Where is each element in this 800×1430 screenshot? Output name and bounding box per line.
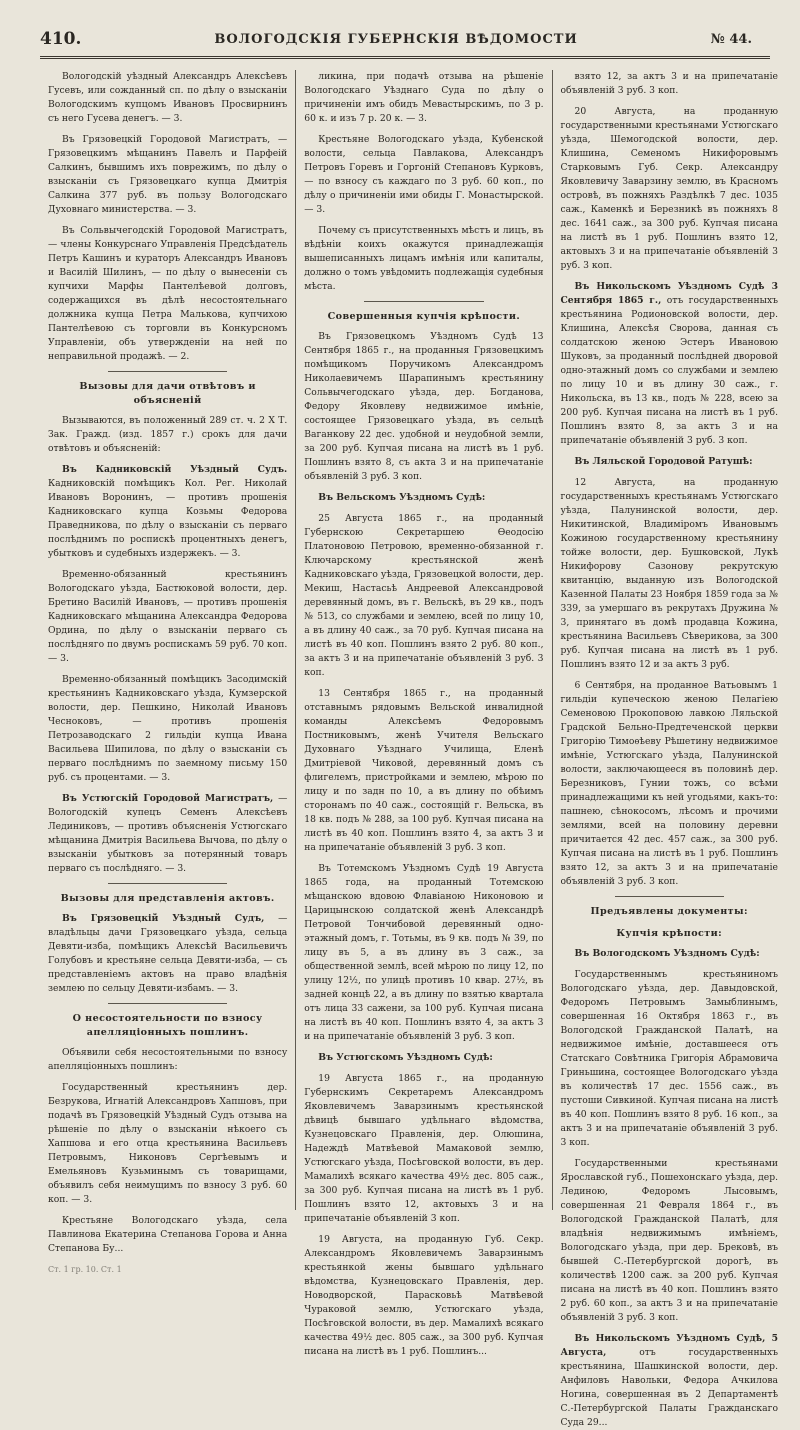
entry-text: 19 Августа 1865 г., на проданную Губернскимъ Секретаремъ Александромъ Яковлевичемъ Заварзинымъ крестьянской дѣвицѣ бывшаго удѣльнаго вѣдомства, Кузнецовскаго Правленія, дер. Олюшина, Надеждѣ Матвѣевой Мамаковой землю, Устюгскаго уѣзда, Посѣговской волости, въ дер. Мамалихѣ всякаго качества 49½ дес. 805 саж., за 300 руб. Купчая писана на листѣ въ 1 руб. Пошлинъ взято 12, актовыхъ 3 и на припечатаніе объявленій 3 коп. [304, 1073, 544, 1224]
section-intro: Вызываются, въ положенный 289 ст. ч. 2 Х Т. Зак. Гражд. (изд. 1857 г.) срокъ для дачи отвѣтовъ и объясненій: [48, 415, 288, 454]
entry-text: Кадниковскій помѣщикъ Кол. Рег. Николай Ивановъ Воронинъ, — противъ прошенія Кадниковскаго купца Козьмы Федорова Праведникова, по дѣлу о взысканіи съ перваго послѣднимъ по роспискѣ процентныхъ денегъ, убытковъ и судебныхъ издержекъ. — 3. [48, 478, 288, 559]
notice-entry [561, 947, 779, 961]
entry-lead: Въ Вологодскомъ Уѣздномъ Судѣ: [574, 948, 760, 959]
section-divider [615, 896, 724, 897]
notice-entry [304, 330, 543, 484]
paragraph: Вологодскій уѣздный Александръ Алексѣевъ Гусевъ, или сожданный сп. по дѣлу о взысканіи Вологодскимъ купцомъ Ивановъ Просвирнинъ съ него Гусева денегъ. — 3. [48, 71, 288, 124]
page-header [40, 22, 770, 59]
section-heading: Предъявлены документы: [590, 906, 748, 917]
notice-entry [561, 105, 779, 273]
notice-entry [48, 673, 287, 785]
notice-entry [304, 687, 543, 855]
entry-text: Въ Грязовецкомъ Уѣздномъ Судѣ 13 Сентября 1865 г., на проданныя Грязовецкимъ помѣщикомъ Поручикомъ Александромъ Николаевичемъ Шарапинымъ крестьянину Сольвычегодскаго уѣзда, дер. Богданова, Федору Яковлеву недвижимое имѣніе, состоящее Грязовецкаго уѣзда, въ сельцѣ Ваганкову 22 дес. удобной и неудобной земли, за 200 руб. Купчая писана на листѣ въ 1 руб. Пошлинъ взято 8, съ акта 3 и на припечатаніе объявленій 3 руб. 3 коп. [304, 331, 544, 482]
section-divider [108, 883, 228, 884]
notice-entry [561, 679, 779, 889]
notice-entry [48, 1214, 287, 1256]
page-number: 410. [40, 29, 82, 49]
column-2 [295, 70, 551, 1357]
entry-lead: Въ Кадниковскій Уѣздный Судъ. [62, 464, 288, 475]
notice-entry [48, 792, 287, 876]
text-columns [48, 70, 779, 1428]
section-heading: Вызовы для представленія актовъ. [60, 893, 275, 904]
issue-number: № 44. [710, 31, 752, 47]
entry-text: — Вологодскій купецъ Семенъ Алексѣевъ Лединиковъ, — противъ объясненія Устюгскаго мѣщанина Дмитрія Васильева Вычова, по дѣлу о взысканіи убытковъ за потерянный товаръ перваго съ послѣдняго. — 3. [48, 793, 288, 874]
notice-entry [561, 476, 779, 672]
section-heading: О несостоятельности по взносу апелляціонныхъ пошлинъ. [72, 1013, 263, 1038]
entry-lead: Въ Устюгскій Городовой Магистратъ, [62, 793, 274, 804]
entry-text: Крестьяне Вологодскаго уѣзда, села Павлинова Екатерина Степанова Горова и Анна Степанова Бу... [48, 1215, 288, 1254]
paragraph: Почему съ присутственныхъ мѣстъ и лицъ, въ вѣдѣніи коихъ окажутся принадлежащія вышеписанныхъ лицамъ имѣнія или капиталы, должно о томъ увѣдомить подлежащія судебныя мѣста. [304, 225, 544, 292]
notice-entry [304, 1233, 543, 1359]
entry-text: 13 Сентября 1865 г., на проданный отставнымъ рядовымъ Вельской инвалидной команды Алексѣемъ Федоровымъ Постниковымъ, женѣ Учителя Вельскаго Духовнаго Уѣзднаго Училища, Еленѣ Дмитріевой Чиковой, деревянный домъ съ флигелемъ, пристройками и землею, мѣрою по лицу и по задн по 10, а въ длину по обѣимъ сторонамъ по 40 саж., состоящій г. Вельска, въ 18 кв. подъ № 288, за 100 руб. Купчая писана на листѣ въ 40 коп. Пошлинъ взято 4, за актъ 3 и на припечатаніе объявленій 3 руб. 3 коп. [304, 688, 544, 853]
entry-text: 25 Августа 1865 г., на проданный Губернскою Секретаршею Ѳеодосію Платоновою Петровою, временно-обязанной г. Ключарскому крестьянской женѣ Кадниковскаго уѣзда, Грязовецкой волости, дер. Мекиш, Настасьѣ Андреевой Александровой деревянный домъ, въ г. Вельскѣ, въ 29 кв., подъ № 513, со службами и землею, всей по лицу 10, а въ длину 40 саж., за 70 руб. Купчая писана на листѣ въ 40 коп. Пошлинъ взято 2 руб. 80 коп., за актъ 3 и на припечатаніе объявленій 3 руб. 3 коп. [304, 513, 544, 678]
paragraph: Въ Сольвычегодскій Городовой Магистратъ, — члены Конкурснаго Управленія Предсѣдатель Петръ Кашинъ и кураторъ Александръ Ивановъ и Василій Шилинъ, — по дѣлу о вынесеніи съ купчихи Марфы Пантелѣевой долговъ, содержащихся въ дѣлѣ несостоятельнаго должника купца Петра Малькова, купчихою Пантелѣевою съ торговли въ Конкурсномъ Управленіи, объ утвержденіи на ней по неправильной продажѣ. — 2. [48, 225, 288, 362]
notice-entry [561, 1157, 779, 1325]
notice-entry [304, 512, 543, 680]
entry-text: Временно-обязанный помѣщикъ Засодимскій крестьянинъ Кадниковскаго уѣзда, Кумзерской волости, дер. Пешкино, Николай Ивановъ Чесноковъ, — противъ прошенія Петрозаводскаго 2 гильдіи купца Ивана Васильева Шипилова, по дѣлу о взысканіи съ перваго послѣднимъ по заемному письму 150 руб. съ процентами. — 3. [48, 674, 288, 783]
notice-entry [48, 568, 287, 666]
entry-text: — владѣльцы дачи Грязовецкаго уѣзда, сельца Девяти-изба, помѣщикъ Алексѣй Васильевичъ Голубовъ и крестьяне сельца Девяти-изба, — съ представленіемъ актовъ на право владѣнія землею по сельцу Девяти-избамъ. — 3. [48, 913, 288, 994]
section-intro: Объявили себя несостоятельными по взносу апелляціонныхъ пошлинъ: [48, 1047, 288, 1072]
masthead-title: ВОЛОГОДСКІЯ ГУБЕРНСКІЯ ВѢДОМОСТИ [214, 31, 578, 47]
entry-text: 20 Августа, на проданную государственными крестьянами Устюгскаго уѣзда, Шемогодской волости, дер. Клишина, Семеномъ Никифоровымъ Старковымъ Губ. Секр. Александру Яковлевичу Заварзину землю, въ Красномъ островѣ, въ пожняхъ Раздѣлкѣ 7 дес. 1035 саж., Каменкѣ и Березникѣ въ пожняхъ 8 дес. 1641 саж., за 300 руб. Купчая писана на листѣ въ 1 руб. Пошлинъ взято 12, актовыхъ 3 и на припечатаніе объявленій 3 руб. 3 коп. [560, 106, 778, 271]
paragraph: Крестьяне Вологодскаго уѣзда, Кубенской волости, сельца Павлакова, Александръ Петровъ Горевъ и Горгоній Степановъ Курковъ, — по взносу съ каждаго по 3 руб. 60 коп., по дѣлу о причиненіи ими обиды Г. Монастырской. — 3. [304, 134, 544, 215]
entry-text: отъ государственныхъ крестьянина Родионовской волости, дер. Клишина, Алексѣя Сворова, данная съ солдатскою женою Эстеръ Ивановою Шуковъ, за проданный послѣдней дворовой одно-этажный домъ со службами и землею по лицу 10 и въ длину 30 саж., г. Никольска, въ 13 кв., подъ № 228, всею за 200 руб. Купчая писана на листѣ въ 1 руб. Пошлинъ взято 8, за актъ 3 и на припечатаніе объявленій 3 руб. 3 коп. [560, 295, 779, 446]
entry-text: 6 Сентября, на проданное Ватьовымъ 1 гильдіи купеческою женою Пелагіею Семеновою Прокоповою лавкою Ляльской Градской Бельно-Предтеченской церкви Григорію Тимоѳѣеву Рѣшетину недвижимое имѣніе, Устюгскаго уѣзда, Палунинской волости, заключающееся въ половинѣ дер. Березниковъ, Гунии тожъ, со всѣми принадлежащими къ ней угодьями, какъ-то: пашнею, сѣнокосомъ, лѣсомъ и прочими землями, всей на половину деревни причитается 42 дес. 457 саж., за 300 руб. Купчая писана на листѣ въ 1 руб. Пошлинъ взято 12, за актъ 3 и на припечатаніе объявленій 3 руб. 3 коп. [560, 680, 778, 887]
entry-text: Временно-обязанный крестьянинъ Вологодскаго уѣзда, Бастюковой волости, дер. Бретино Василій Ивановъ, — противъ прошенія Кадниковскаго мѣщанина Александра Федорова Ордина, по дѣлу о взысканіи перваго съ послѣдняго по двумъ роспискамъ 59 руб. 70 коп. — 3. [48, 569, 288, 664]
entry-text: взято 12, за актъ 3 и на припечатаніе объявленій 3 руб. 3 коп. [560, 71, 778, 96]
entry-lead: Въ Вельскомъ Уѣздномъ Судѣ: [318, 492, 486, 503]
entry-text: Государственными крестьянами Ярославской губ., Пошехонскаго уѣзда, дер. Лединою, Федоромъ Лысовымъ, совершенная 21 Февраля 1864 г., въ Вологодской Гражданской Палатѣ, для владѣнія недвижимымъ имѣніемъ, Вологодскаго уѣзда, при дер. Брековѣ, въ бывшей С.-Петербургской дорогѣ, въ количествѣ 1200 саж. за 200 руб. Купчая писана на листѣ въ 40 коп. Пошлинъ взято 2 руб. 60 коп., за актъ 3 и на припечатаніе объявленій 3 руб. 3 коп. [560, 1158, 778, 1323]
paragraph: ликина, при подачѣ отзыва на рѣшеніе Вологодскаго Уѣзднаго Суда по дѣлу о причиненіи имъ обидъ Мевастырскимъ, по 3 р. 60 к. и изъ 7 р. 20 к. — 3. [304, 71, 544, 124]
paragraph: Въ Грязовецкій Городовой Магистратъ, — Грязовецкимъ мѣщанинъ Павелъ и Парфеій Салкинъ, бывшимъ ихъ поврежимъ, по дѣлу о взысканіи съ Грязовецкаго купца Дмитрія Салкина 377 руб. въ пользу Вологодскаго Духовнаго министерства. — 3. [48, 134, 288, 215]
notice-entry [561, 70, 779, 98]
section-heading: Вызовы для дачи отвѣтовъ и объясненій [79, 381, 256, 406]
entry-text: Государственнымъ крестьяниномъ Вологодскаго уѣзда, дер. Давыдовской, Федоромъ Петровымъ Замыблинымъ, совершенная 16 Октября 1863 г., въ Вологодской Гражданской Палатѣ, на недвижимое имѣніе, доставшееся отъ Статскаго Совѣтника Григорія Абрамовича Гриньшина, состоящее Вологодскаго уѣзда въ количествѣ 17 дес. 1556 саж., въ пустоши Сивкиной. Купчая писана на листѣ въ 40 коп. Пошлинъ взято 8 руб. 16 коп., за актъ 3 и на припечатаніе объявленій 3 руб. 3 коп. [560, 969, 778, 1148]
entry-text: 19 Августа, на проданную Губ. Секр. Александромъ Яковлевичемъ Заварзинымъ крестьянкой жены бывшаго удѣльнаго вѣдомства, Кузнецовскаго Правленія, дер. Новодворской, Парасковьѣ Матвѣевой Чураковой землю, Устюгскаго уѣзда, Посѣговской волости, въ дер. Мамалихѣ всякаго качества 49½ дес. 805 саж., за 300 руб. Купчая писана на листѣ въ 1 руб. Пошлинъ... [304, 1234, 544, 1357]
entry-lead: Въ Никольскомъ Уѣздномъ Судѣ 3 Сентября 1865 г., [560, 281, 778, 306]
subsection-heading: Купчія крѣпости: [616, 928, 723, 939]
entry-text: Государственный крестьянинъ дер. Безрукова, Игнатій Александровъ Хапшовъ, при подачѣ въ Грязовецкій Уѣздный Судъ отзыва на рѣшеніе по дѣлу о взысканіи нѣкоего съ Хапшова и его отца крестьянина Васильевъ Петровымъ, Никоновъ Сергѣевымъ и Емельяновъ Кузьминымъ съ товарищами, объявилъ себя неимущимъ по взносу 3 руб. 60 коп. — 3. [48, 1082, 288, 1205]
entry-lead: Въ Устюгскомъ Уѣздномъ Судѣ: [318, 1052, 493, 1063]
notice-entry [561, 1332, 779, 1430]
notice-entry [304, 862, 543, 1044]
entry-text: Въ Тотемскомъ Уѣздномъ Судѣ 19 Августа 1865 года, на проданный Тотемскою мѣщанскою вдовою Флавіаною Никоновою и Царицынскою солдатской женѣ Александрѣ Петровой Тончибовой деревянный одно-этажный домъ, г. Тотьмы, въ 9 кв. подъ № 39, по лицу въ 5, а въ длину въ 3 саж., за общественной землѣ, всей мѣрою по лицу 12, по улицу 12½, по улицѣ противъ 10 квар. 27½, въ задней концѣ 22, а въ длину по взятью квартала отъ лица 33 сажени, за 100 руб. Купчая писана на листѣ въ 40 коп. Пошлинъ взято 4, за актъ 3 и на припечатаніе объявленій 3 руб. 3 коп. [304, 863, 544, 1042]
section-divider [364, 301, 484, 302]
notice-entry [561, 280, 779, 448]
section-heading: Совершенныя купчія крѣпости. [327, 311, 521, 322]
section-divider [108, 371, 228, 372]
notice-entry [48, 1081, 287, 1207]
entry-lead: Въ Грязовецкій Уѣздный Судъ, [62, 913, 265, 924]
notice-entry [48, 912, 287, 996]
section-divider [108, 1003, 228, 1004]
page-footnote: Ст. 1 гр. 10. Ст. 1 [48, 1265, 122, 1274]
entry-text: отъ государственныхъ крестьянина, Шашкинской волости, дер. Анфиловъ Навольки, Федора Ачкилова Ногина, совершенная въ 2 Департаментѣ С.-Петербургской Палаты Гражданскаго Суда 29... [560, 1347, 778, 1428]
entry-text: 12 Августа, на проданную государственныхъ крестьянамъ Устюгскаго уѣзда, Палунинской волости, дер. Никитинской, Владиміромъ Ивановымъ Кожиною государственному крестьянину тойже волости, дер. Бушковской, Лукѣ Никифорову Сазонову рекрутскую квитанцію, выданную изъ Вологодской Казенной Палаты 23 Ноября 1859 года за № 339, за умершаго въ рекрутахъ Дружина № 3, принятаго въ домѣ продавца Кожина, крестьянина Васильевъ Сѣверикова, за 300 руб. Купчая писана на листѣ въ 1 руб. Пошлинъ взято 12 и за актъ 3 руб. [560, 477, 778, 670]
notice-entry [561, 968, 779, 1150]
notice-entry [48, 463, 287, 561]
notice-entry [304, 1072, 543, 1226]
column-1 [48, 70, 295, 1274]
column-3 [552, 70, 779, 1428]
notice-entry [561, 455, 779, 469]
entry-lead: Въ Никольскомъ Уѣздномъ Судѣ, 5 Августа, [560, 1333, 778, 1358]
entry-lead: Въ Ляльской Городовой Ратушѣ: [574, 456, 753, 467]
notice-entry [304, 491, 543, 505]
notice-entry [304, 1051, 543, 1065]
